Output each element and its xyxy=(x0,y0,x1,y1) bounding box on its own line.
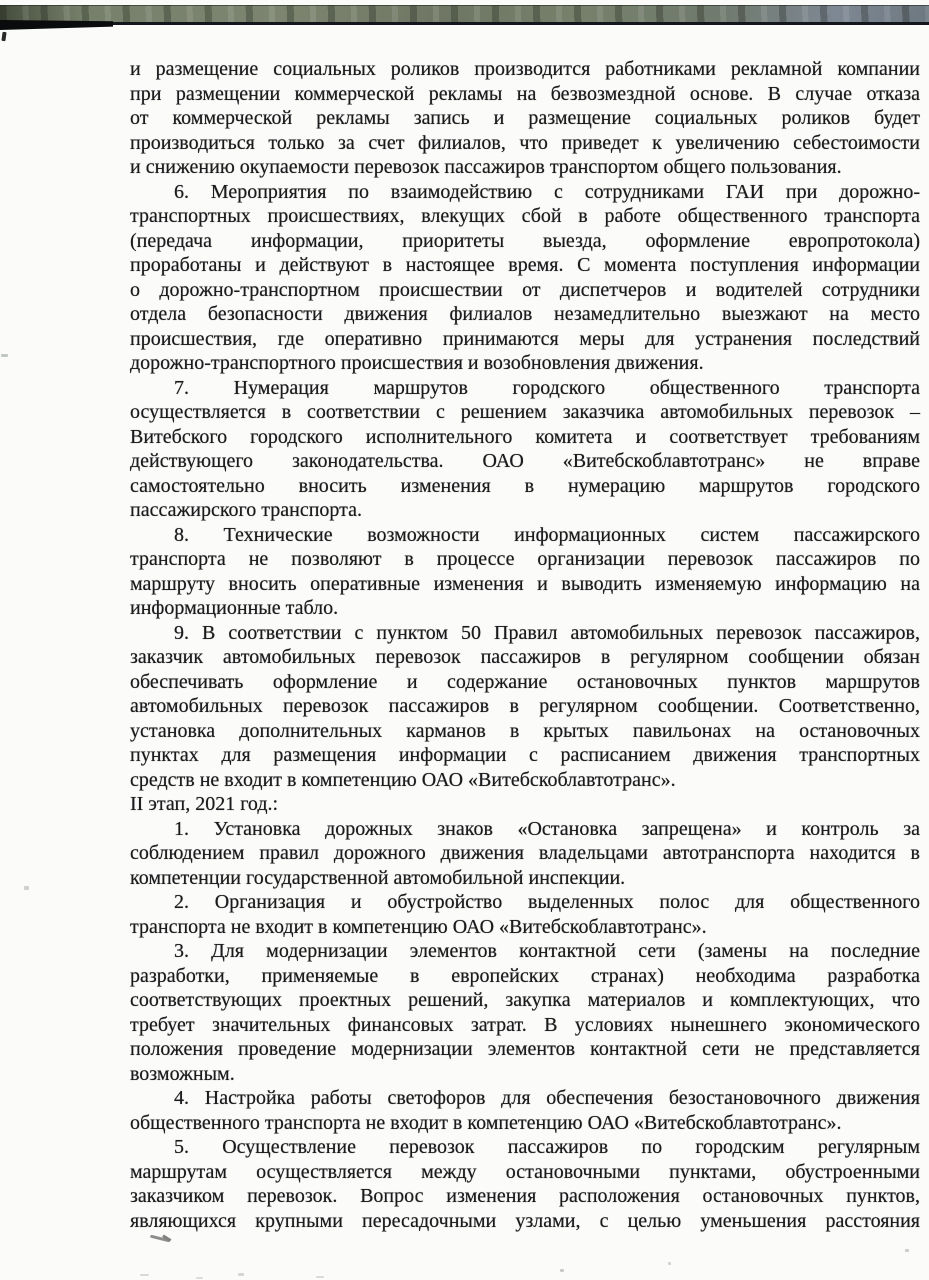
text-line: заказчиком перевозок. Вопрос изменения расположения остановочных пунктов, xyxy=(130,1185,920,1207)
text-line: II этап, 2021 год.: xyxy=(130,793,279,815)
text-line: транспорта не входит в компетенцию ОАО «Витебскоблавтотранс». xyxy=(130,915,707,938)
text-line: 8. Технические возможности информационных систем пассажирского xyxy=(174,523,920,546)
paragraph xyxy=(130,1086,920,1135)
text-line: разработки, применяемые в европейских странах) необходима разработка xyxy=(130,964,920,987)
text-line: и снижению окупаемости перевозок пассажиров транспортом общего пользования. xyxy=(130,156,842,178)
text-line: пунктах для размещения информации с расписанием движения транспортных xyxy=(130,744,920,766)
text-line: транспорта не позволяют в процессе организации перевозок пассажиров по xyxy=(130,548,920,570)
paragraph xyxy=(130,817,920,891)
scan-speck xyxy=(316,1276,324,1278)
paragraph xyxy=(130,180,920,376)
text-line: дорожно-транспортного происшествия и возобновления движения. xyxy=(130,352,704,374)
text-line: транспортных происшествиях, влекущих сбой в работе общественного транспорта xyxy=(130,205,920,227)
text-line: 3. Для модернизации элементов контактной сети (замены на последние xyxy=(174,940,920,962)
text-line: 9. В соответствии с пунктом 50 Правил автомобильных перевозок пассажиров, xyxy=(174,621,920,644)
text-line: обеспечивать оформление и содержание остановочных пунктов маршрутов xyxy=(130,670,920,693)
text-line: соблюдением правил дорожного движения владельцами автотранспорта находится в xyxy=(130,842,920,864)
text-line: о дорожно-транспортном происшествии от диспетчеров и водителей сотрудники xyxy=(130,278,920,301)
text-line: самостоятельно вносить изменения в нумерацию маршрутов городского xyxy=(130,474,920,497)
text-line: 7. Нумерация маршрутов городского общественного транспорта xyxy=(174,376,920,399)
text-line: являющихся крупными пересадочными узлами, с целью уменьшения расстояния xyxy=(130,1209,920,1232)
scan-speck xyxy=(905,1249,909,1252)
scan-speck xyxy=(1,32,6,41)
scan-speck xyxy=(140,1274,149,1276)
scan-artifact-top-band xyxy=(0,5,929,25)
paragraph xyxy=(130,621,920,793)
text-line: действующего законодательства. ОАО «Витебскоблавтотранс» не вправе xyxy=(130,450,920,472)
scan-speck xyxy=(560,1269,564,1272)
text-line: пассажирского транспорта. xyxy=(130,499,363,521)
text-line: положения проведение модернизации элементов контактной сети не представляется xyxy=(130,1038,920,1060)
scan-speck xyxy=(238,1273,244,1276)
text-line: информационные табло. xyxy=(130,597,339,619)
text-line: заказчик автомобильных перевозок пассажиров в регулярном сообщении обязан xyxy=(130,646,920,668)
text-line: и размещение социальных роликов производится работниками рекламной компании xyxy=(130,58,920,80)
text-line: 4. Настройка работы светофоров для обеспечения безостановочного движения xyxy=(174,1087,920,1109)
text-line: автомобильных перевозок пассажиров в регулярном сообщении. Соответственно, xyxy=(130,695,920,717)
paragraph xyxy=(130,376,920,523)
text-line: требует значительных финансовых затрат. В условиях нынешнего экономического xyxy=(130,1013,920,1036)
text-line: средств не входит в компетенцию ОАО «Витебскоблавтотранс». xyxy=(130,768,676,791)
text-line: 5. Осуществление перевозок пассажиров по городским регулярным xyxy=(174,1136,920,1158)
scan-speck xyxy=(668,1262,671,1265)
paragraph xyxy=(130,1135,920,1233)
text-line: отдела безопасности движения филиалов незамедлительно выезжают на место xyxy=(130,303,920,325)
text-line: производиться только за счет филиалов, что приведет к увеличению себестоимости xyxy=(130,131,920,154)
text-line: проработаны и действуют в настоящее время. С момента поступления информации xyxy=(130,254,920,276)
scan-artifact-corner-bar xyxy=(0,20,113,30)
scan-speck xyxy=(24,886,29,890)
paragraph xyxy=(130,939,920,1086)
text-line: от коммерческой рекламы запись и размещение социальных роликов будет xyxy=(130,107,920,129)
text-line: 1. Установка дорожных знаков «Остановка запрещена» и контроль за xyxy=(174,817,920,840)
text-line: происшествия, где оперативно принимаются меры для устранения последствий xyxy=(130,327,920,350)
text-line: соответствующих проектных решений, закупка материалов и комплектующих, что xyxy=(130,989,920,1011)
text-line: 2. Организация и обустройство выделенных полос для общественного xyxy=(174,891,920,913)
text-line: маршруту вносить оперативные изменения и выводить изменяемую информацию на xyxy=(130,572,920,595)
scan-speck xyxy=(150,1235,170,1243)
text-line: общественного транспорта не входит в компетенцию ОАО «Витебскоблавтотранс». xyxy=(130,1111,842,1134)
text-line: возможным. xyxy=(130,1062,235,1085)
text-line: установка дополнительных карманов в крытых павильонах на остановочных xyxy=(130,719,920,742)
text-line: Витебского городского исполнительного комитета и соответствует требованиям xyxy=(130,425,920,448)
text-line: при размещении коммерческой рекламы на безвозмездной основе. В случае отказа xyxy=(130,82,920,105)
stage-heading xyxy=(130,792,920,817)
text-line: маршрутам осуществляется между остановочными пунктами, обустроенными xyxy=(130,1160,920,1183)
paragraph xyxy=(130,523,920,621)
paragraph xyxy=(130,57,920,180)
paragraph xyxy=(130,890,920,939)
text-line: 6. Мероприятия по взаимодействию с сотрудниками ГАИ при дорожно- xyxy=(174,180,920,203)
scan-speck xyxy=(1,354,8,357)
document-text xyxy=(130,57,920,1233)
scan-speck xyxy=(196,1277,203,1279)
text-line: компетенции государственной автомобильной инспекции. xyxy=(130,866,626,889)
text-line: осуществляется в соответствии с решением заказчика автомобильных перевозок – xyxy=(130,401,920,423)
text-line: (передача информации, приоритеты выезда, оформление европротокола) xyxy=(130,229,920,252)
